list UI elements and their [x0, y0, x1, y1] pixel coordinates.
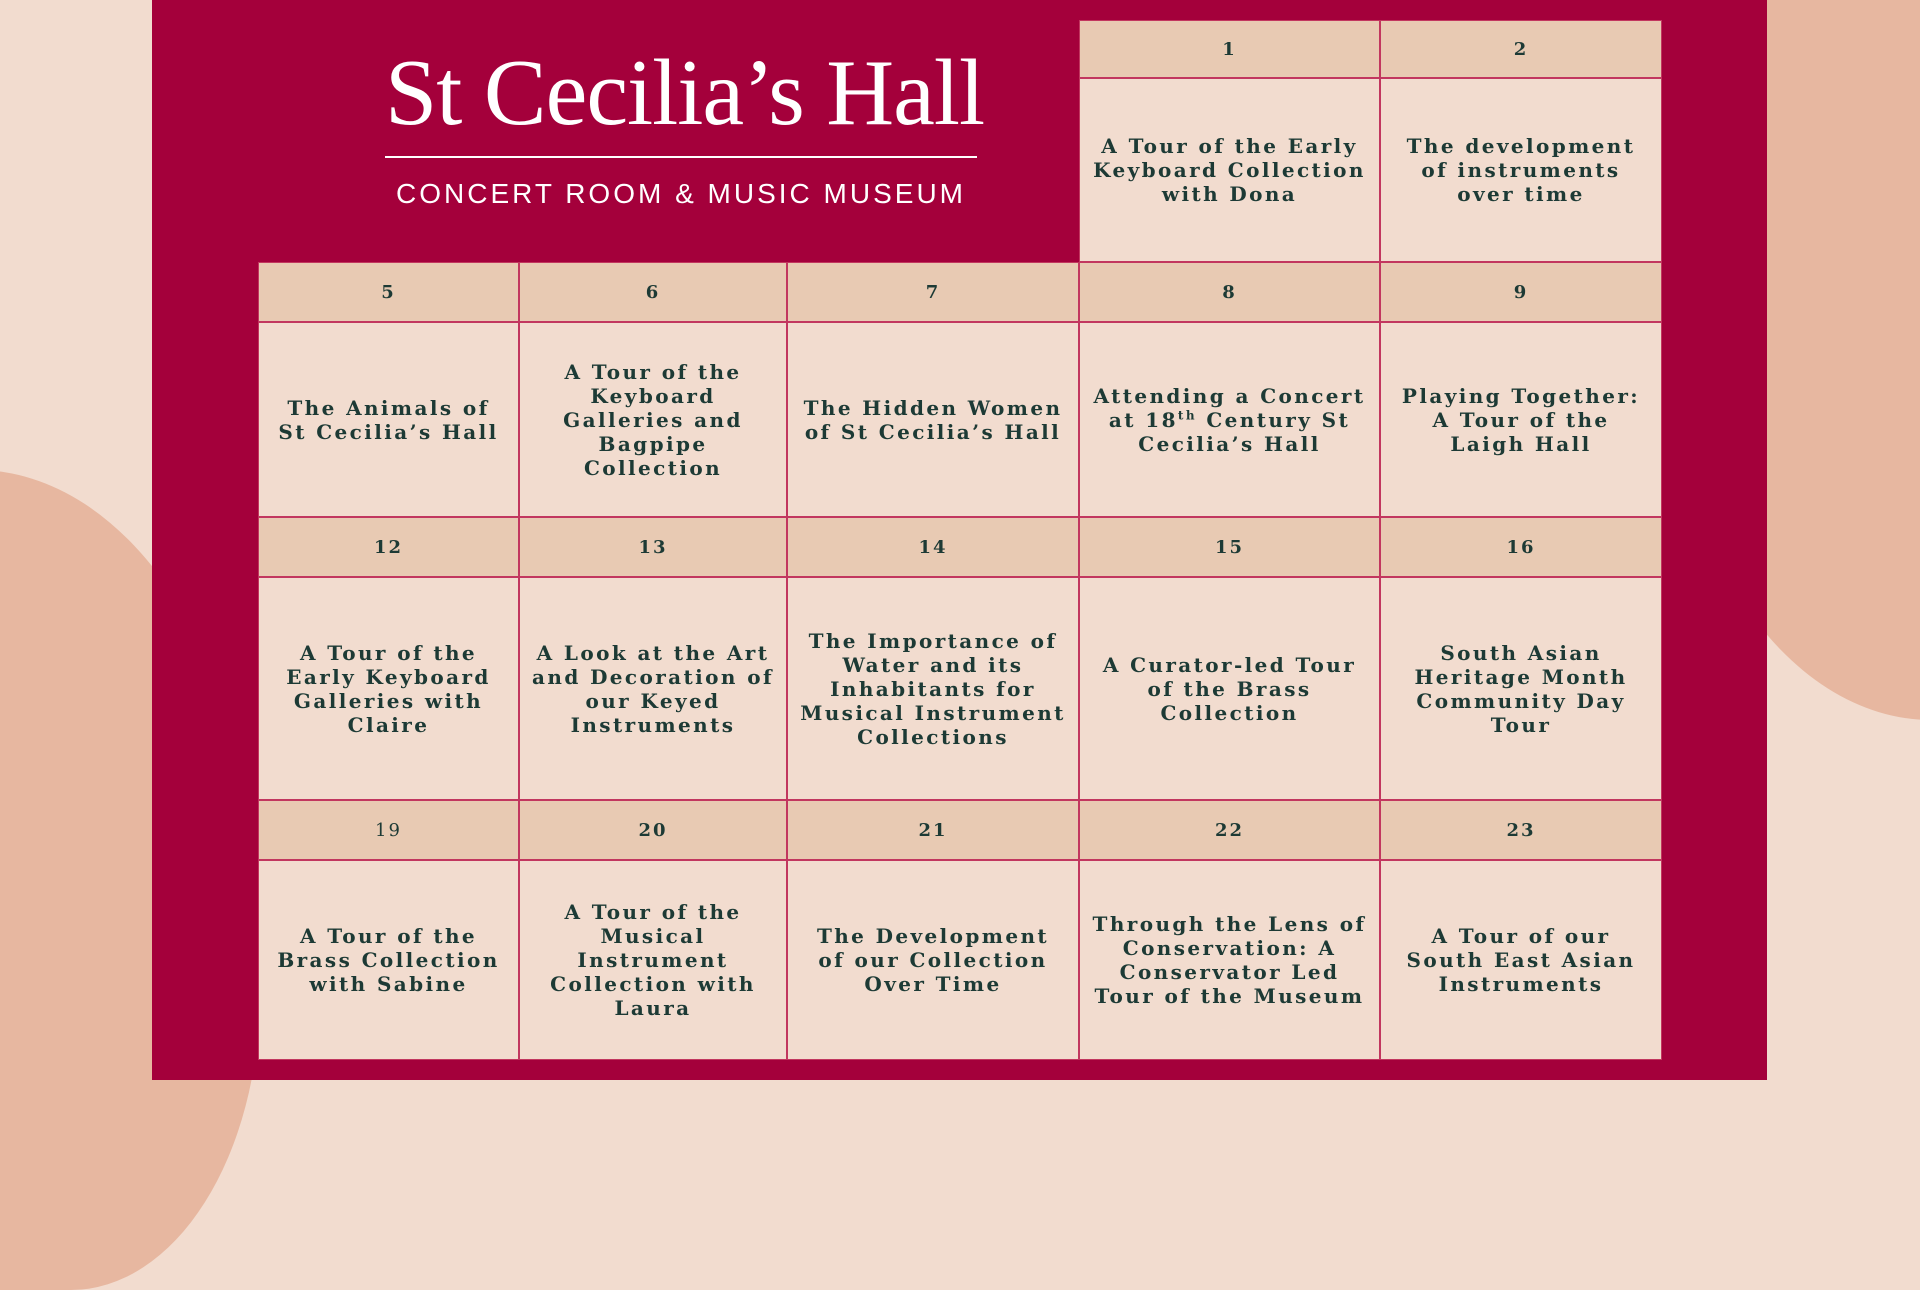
event-calendar — [258, 20, 1662, 1060]
day-header: 5 — [258, 262, 519, 322]
event-cell[interactable]: Playing Together: A Tour of the Laigh Hall — [1380, 322, 1662, 517]
day-header: 15 — [1079, 517, 1380, 577]
day-header: 12 — [258, 517, 519, 577]
event-cell[interactable]: South Asian Heritage Month Community Day Tour — [1380, 577, 1662, 800]
event-cell[interactable]: A Tour of our South East Asian Instruments — [1380, 860, 1662, 1060]
day-header: 9 — [1380, 262, 1662, 322]
day-header: 7 — [787, 262, 1079, 322]
event-cell[interactable]: A Tour of the Keyboard Galleries and Bagpipe Collection — [519, 322, 787, 517]
day-header: 8 — [1079, 262, 1380, 322]
event-cell[interactable]: A Tour of the Early Keyboard Collection with Dona — [1079, 78, 1380, 262]
day-header: 21 — [787, 800, 1079, 860]
event-cell[interactable]: The Development of our Collection Over Time — [787, 860, 1079, 1060]
logo-title: St Cecilia’s Hall — [385, 41, 985, 145]
event-cell[interactable]: The Animals of St Cecilia’s Hall — [258, 322, 519, 517]
day-header: 2 — [1380, 20, 1662, 78]
day-header: 16 — [1380, 517, 1662, 577]
day-header: 19 — [258, 800, 519, 860]
event-title: Attending a Concert at 18th Century St Cecilia’s Hall — [1093, 383, 1366, 456]
day-header: 22 — [1079, 800, 1380, 860]
event-cell[interactable]: The Importance of Water and its Inhabitants for Musical Instrument Collections — [787, 577, 1079, 800]
event-cell[interactable]: A Tour of the Musical Instrument Collection with Laura — [519, 860, 787, 1060]
event-cell[interactable]: A Look at the Art and Decoration of our Keyed Instruments — [519, 577, 787, 800]
event-cell[interactable]: The development of instruments over time — [1380, 78, 1662, 262]
day-header: 1 — [1079, 20, 1380, 78]
event-cell[interactable]: Through the Lens of Conservation: A Conservator Led Tour of the Museum — [1079, 860, 1380, 1060]
day-header: 20 — [519, 800, 787, 860]
day-header: 23 — [1380, 800, 1662, 860]
event-cell[interactable]: A Curator-led Tour of the Brass Collection — [1079, 577, 1380, 800]
logo-subtitle: CONCERT ROOM & MUSIC MUSEUM — [396, 178, 966, 209]
day-header: 13 — [519, 517, 787, 577]
day-header: 14 — [787, 517, 1079, 577]
event-cell[interactable]: A Tour of the Early Keyboard Galleries with Claire — [258, 577, 519, 800]
event-cell[interactable] — [1079, 322, 1380, 517]
event-cell[interactable]: A Tour of the Brass Collection with Sabine — [258, 860, 519, 1060]
day-header: 6 — [519, 262, 787, 322]
event-cell[interactable]: The Hidden Women of St Cecilia’s Hall — [787, 322, 1079, 517]
